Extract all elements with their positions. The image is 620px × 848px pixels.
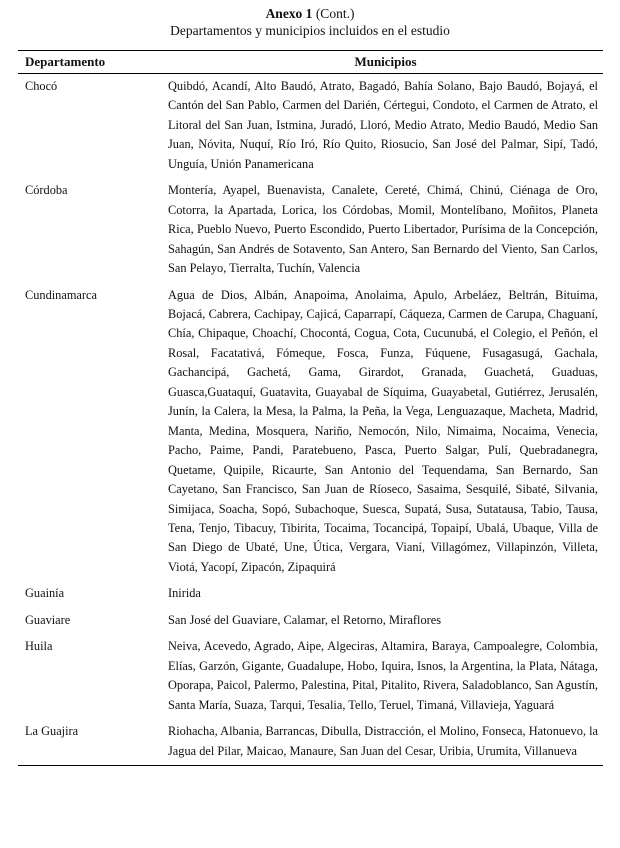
municipalities-list: Neiva, Acevedo, Agrado, Aipe, Algeciras, Altamira, Baraya, Campoalegre, Colombia, Elías, Garzón, Gigante, Guadalupe, Hobo, Iquira, Isnos, la Argentina, la Plata, Nátaga, Oporapa, Paicol, Palermo, Palestina, Pital, Pitalito, Rivera, Saladoblanco, San Agustín, Santa María, Suaza, Tarqui, Tesalia, Tello, Teruel, Timaná, Villavieja, Yaguará — [168, 639, 598, 712]
table-row — [18, 178, 603, 282]
table-row — [18, 634, 603, 719]
department-name: Guainía — [25, 586, 65, 601]
department-name: Guaviare — [25, 612, 71, 627]
page-title — [0, 5, 620, 22]
department-name: Cundinamarca — [25, 287, 97, 302]
title-annex-label: Anexo 1 — [265, 6, 313, 21]
table-row — [18, 719, 603, 765]
table-row — [18, 581, 603, 607]
municipalities-list: Quibdó, Acandí, Alto Baudó, Atrato, Bagadó, Bahía Solano, Bajo Baudó, Bojayá, el Cantón del San Pablo, Carmen del Darién, Cértegui, Condoto, el Carmen de Atrato, el Litoral del San Juan, Istmina, Juradó, Lloró, Medio Atrato, Medio Baudó, Medio San Juan, Nóvita, Nuquí, Río Iró, Río Quito, Riosucio, San José del Palmar, Sipí, Tadó, Unguía, Unión Panamericana — [168, 79, 598, 171]
municipalities-list: Agua de Dios, Albán, Anapoima, Anolaima, Apulo, Arbeláez, Beltrán, Bituima, Bojacá, Cabrera, Cachipay, Cajicá, Caparrapí, Cáqueza, Carmen de Carupa, Chaguaní, Chía, Chipaque, Choachí, Chocontá, Cogua, Cota, Cucunubá, el Colegio, el Peñón, el Rosal, Facatativá, Fómeque, Fosca, Funza, Fúquene, Fusagasugá, Gachala, Gachancipá, Gachetá, Gama, Girardot, Granada, Guachetá, Guaduas, Guasca,Guataquí, Guatavita, Guayabal de Síquima, Guayabetal, Gutiérrez, Jerusalén, Junín, la Calera, la Mesa, la Palma, la Peña, la Vega, Lenguazaque, Macheta, Madrid, Manta, Medina, Mosquera, Nariño, Nemocón, Nilo, Nimaima, Nocaima, Venecia, Pacho, Paime, Pandi, Paratebueno, Pasca, Puerto Salgar, Pulí, Quebradanegra, Quetame, Quipile, Ricaurte, San Antonio del Tequendama, San Bernardo, San Cayetano, San Francisco, San Juan de Ríoseco, Sasaima, Sesquilé, Sibaté, Silvania, Simijaca, Soacha, Sopó, Subachoque, Suesca, Supatá, Susa, Sutatausa, Tabio, Tausa, Tena, Tenjo, Tibacuy, Tibirita, Tocaima, Tocancipá, Topaipí, Ubalá, Ubaque, Villa de San Diego de Ubaté, Une, Útica, Vergara, Vianí, Villagómez, Villapinzón, Villeta, Viotá, Yacopí, Zipacón, Zipaquirá — [168, 287, 598, 574]
department-name: Chocó — [25, 79, 58, 93]
table-header-row — [18, 51, 603, 74]
department-name: La Guajira — [18, 719, 168, 765]
page-subtitle: Departamentos y municipios incluidos en el estudio — [170, 23, 450, 38]
departments-table — [18, 50, 603, 766]
table-row — [18, 283, 603, 582]
municipalities-list: Montería, Ayapel, Buenavista, Canalete, Cereté, Chimá, Chinú, Ciénaga de Oro, Cotorra, la Apartada, Lorica, los Córdobas, Momil, Montelíbano, Moñitos, Planeta Rica, Pueblo Nuevo, Puerto Escondido, Puerto Libertador, Purísima de la Concepción, Sahagún, San Andrés de Sotavento, San Antero, San Bernardo del Viento, San Carlos, San Pelayo, Tierralta, Tuchín, Valencia — [168, 183, 598, 276]
municipalities-list: Riohacha, Albania, Barrancas, Dibulla, Distracción, el Molino, Fonseca, Hatonuevo, la Jagua del Pilar, Maicao, Manaure, San Juan del Cesar, Uribia, Urumita, Villanueva — [168, 719, 603, 765]
header-municipios: Municipios — [168, 51, 603, 74]
title-cont-label: (Cont.) — [312, 6, 355, 21]
department-name: Córdoba — [25, 183, 68, 198]
header-departamento: Departamento — [18, 51, 168, 74]
municipalities-list: San José del Guaviare, Calamar, el Retorno, Miraflores — [168, 612, 442, 627]
table-row — [18, 74, 603, 179]
municipalities-list: Inirida — [168, 586, 201, 601]
department-name: Huila — [25, 639, 53, 654]
table-row — [18, 608, 603, 634]
